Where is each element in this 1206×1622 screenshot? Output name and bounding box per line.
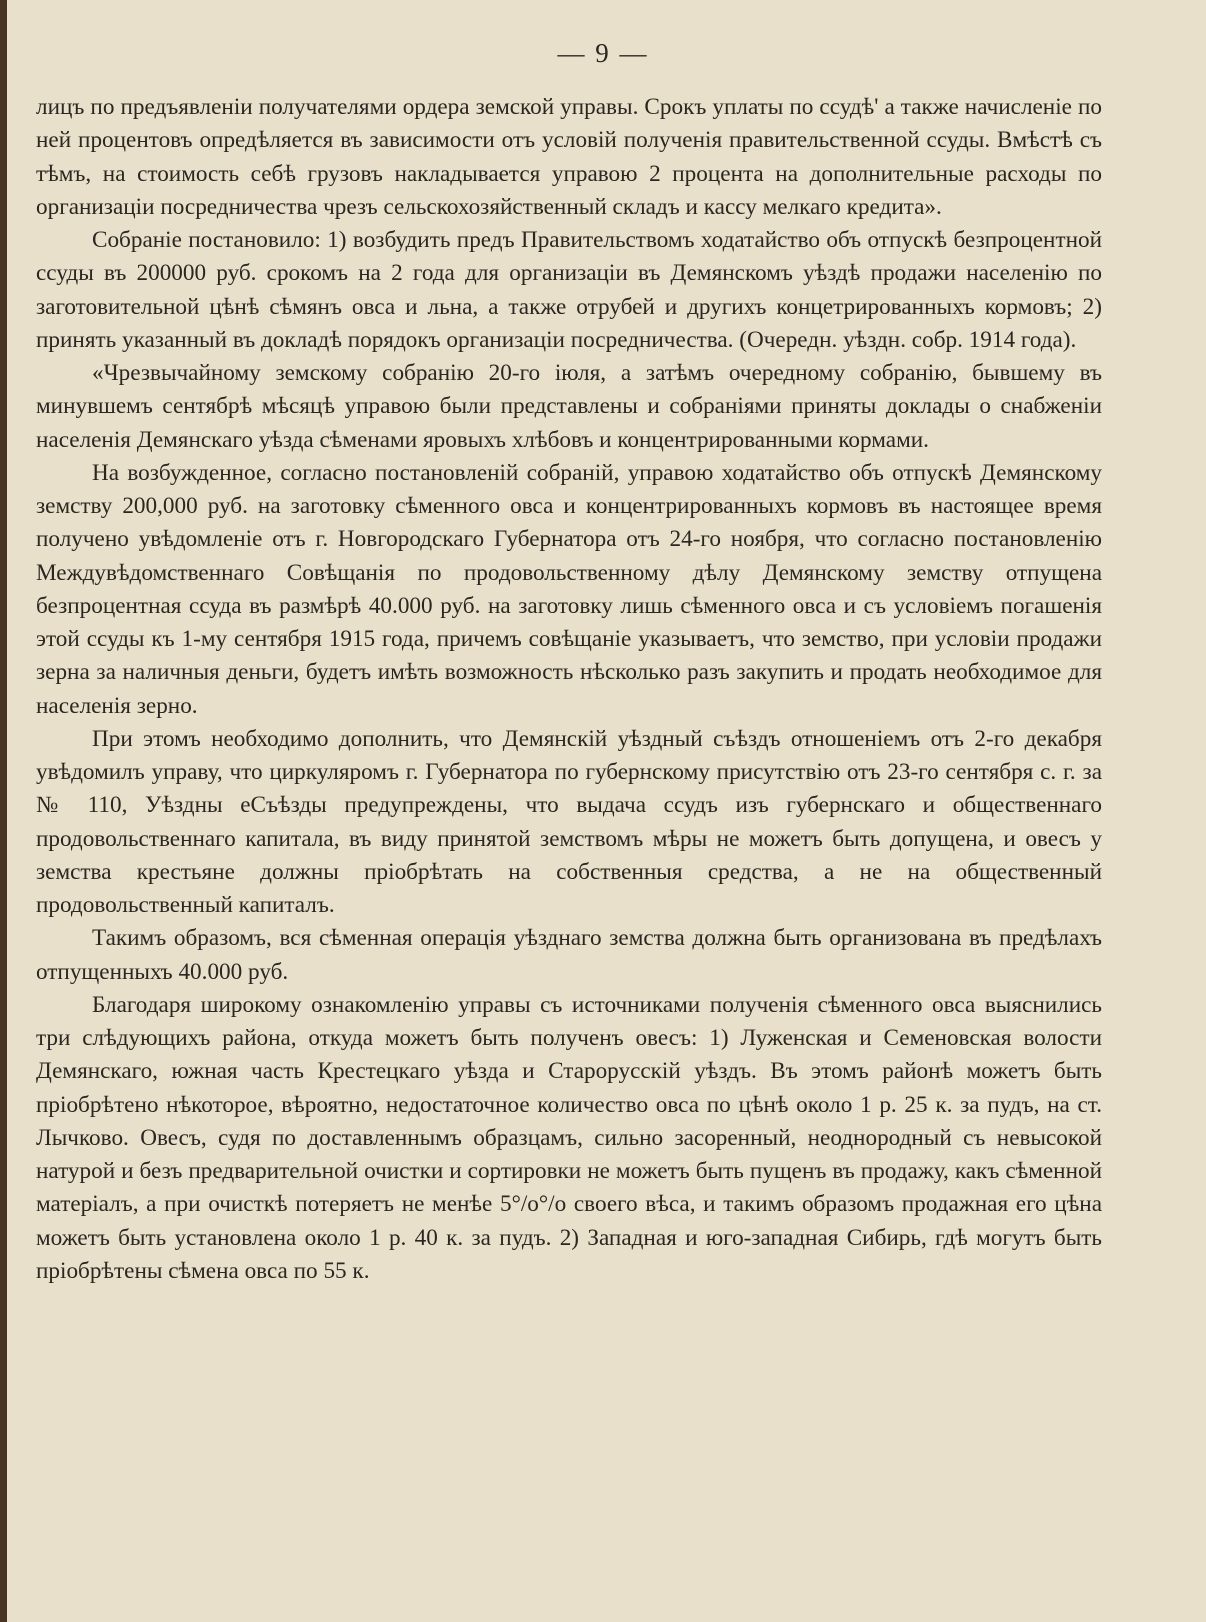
page-binding-edge: [0, 0, 7, 1622]
paragraph: Такимъ образомъ, вся сѣменная операція уѣзднаго земства должна быть организована въ предѣлахъ отпущенныхъ 40.000 руб.: [36, 925, 1102, 985]
paragraph: На возбужденное, согласно постановленій собраній, управою ходатайство объ отпускѣ Демянскому земству 200,000 руб. на заготовку сѣменного овса и концентрированныхъ кормовъ въ настоящее время получено увѣдомленіе отъ г. Новгородскаго Губернатора отъ 24-го ноября, что согласно постановленію Междувѣдомственнаго Совѣщанія по продовольственному дѣлу Демянскому земству отпущена безпроцентная ссуда въ размѣрѣ 40.000 руб. на заготовку лишь сѣменного овса и съ условіемъ погашенія этой ссуды къ 1-му сентября 1915 года, причемъ совѣщаніе указываетъ, что земство, при условіи продажи зерна за наличныя деньги, будетъ имѣть возможность нѣсколько разъ закупить и продать необходимое для населенія зерно.: [36, 459, 1102, 719]
page-number: — 9 —: [557, 38, 649, 68]
paragraph: «Чрезвычайному земскому собранію 20-го іюля, а затѣмъ очередному собранію, бывшему въ минувшемъ сентябрѣ мѣсяцѣ управою были представлены и собраніями приняты доклады о снабженіи населенія Демянскаго уѣзда сѣменами яровыхъ хлѣбовъ и концентрированными кормами.: [36, 360, 1102, 453]
paragraph: лицъ по предъявленіи получателями ордера земской управы. Срокъ уплаты по ссудѣ' а также начисленіе по ней процентовъ опредѣляется въ зависимости отъ условій полученія правительственной ссуды. Вмѣстѣ съ тѣмъ, на стоимость себѣ грузовъ накладывается управою 2 процента на дополнительные расходы по организаціи посредничества чрезъ сельскохозяйственный складъ и кассу мелкаго кредита».: [36, 94, 1102, 220]
body-text: [36, 91, 1102, 1288]
paragraph: Благодаря широкому ознакомленію управы съ источниками полученія сѣменного овса выяснились три слѣдующихъ района, откуда можетъ быть полученъ овесъ: 1) Луженская и Семеновская волости Демянскаго, южная часть Крестецкаго уѣзда и Старорусскій уѣздъ. Въ этомъ районѣ можетъ быть пріобрѣтено нѣкоторое, вѣроятно, недостаточное количество овса по цѣнѣ около 1 р. 25 к. за пудъ, на ст. Лычково. Овесъ, судя по доставленнымъ образцамъ, сильно засоренный, неоднородный съ невысокой натурой и безъ предварительной очистки и сортировки не можетъ быть пущенъ въ продажу, какъ сѣменной матеріалъ, а при очисткѣ потеряетъ не менѣе 5°/о°/о своего вѣса, и такимъ образомъ продажная его цѣна можетъ быть установлена около 1 р. 40 к. за пудъ. 2) Западная и юго-западная Сибирь, гдѣ могутъ быть пріобрѣтены сѣмена овса по 55 к.: [36, 991, 1102, 1284]
paragraph: Собраніе постановило: 1) возбудить предъ Правительствомъ ходатайство объ отпускѣ безпроцентной ссуды въ 200000 руб. срокомъ на 2 года для организаціи въ Демянскомъ уѣздѣ продажи населенію по заготовительной цѣнѣ сѣмянъ овса и льна, а также отрубей и другихъ концетрированныхъ кормовъ; 2) принять указанный въ докладѣ порядокъ организаціи посредничества. (Очередн. уѣздн. собр. 1914 года).: [36, 227, 1102, 353]
paragraph: При этомъ необходимо дополнить, что Демянскій уѣздный съѣздъ отношеніемъ отъ 2-го декабря увѣдомилъ управу, что циркуляромъ г. Губернатора по губернскому присутствію отъ 23-го сентября с. г. за № 110, Уѣздны еСъѣзды предупреждены, что выдача ссудъ изъ губернскаго и общественнаго продовольственнаго капитала, въ виду принятой земствомъ мѣры не можетъ быть допущена, и овесъ у земства крестьяне должны пріобрѣтать на собственныя средства, а не на общественный продовольственный капиталъ.: [36, 725, 1102, 918]
